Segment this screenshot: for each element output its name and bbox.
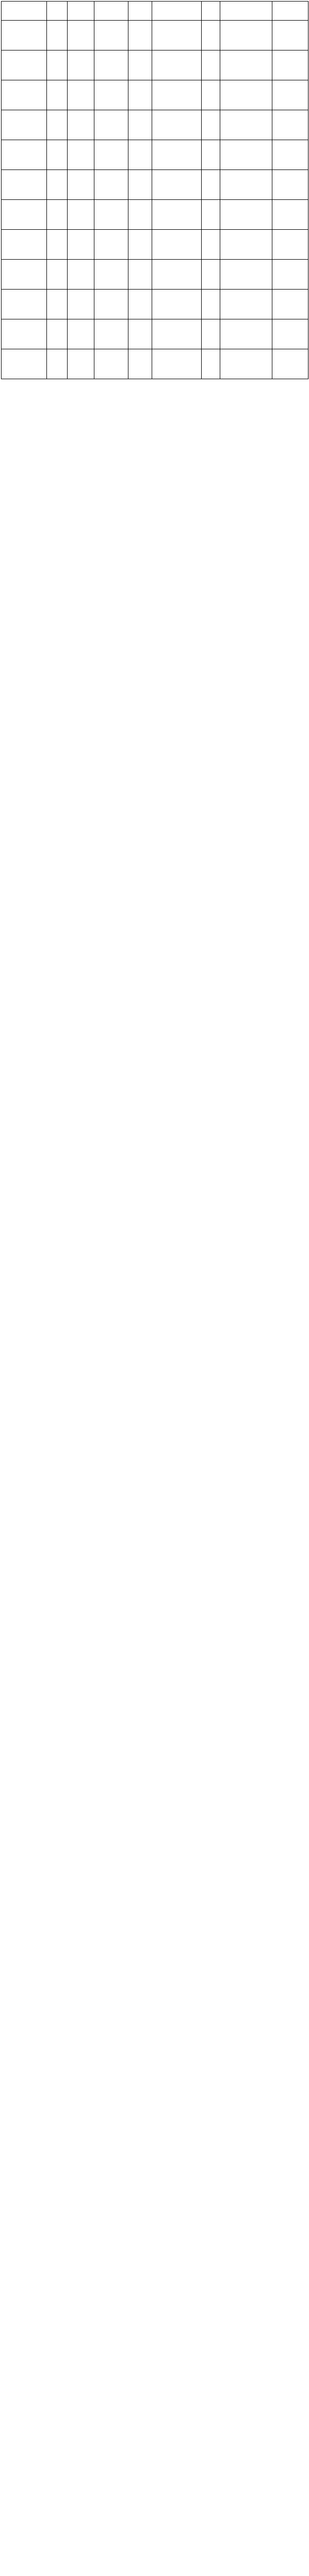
table-cell xyxy=(68,200,94,230)
table-cell xyxy=(220,110,272,140)
table-cell xyxy=(2,21,47,50)
table-cell xyxy=(202,21,220,50)
table-cell xyxy=(47,260,68,290)
table-cell xyxy=(152,21,202,50)
table-cell xyxy=(272,230,308,260)
table-cell xyxy=(272,260,308,290)
table-cell xyxy=(152,290,202,319)
table-cell xyxy=(68,110,94,140)
table-cell xyxy=(220,21,272,50)
table-cell xyxy=(68,50,94,80)
table-cell xyxy=(2,170,47,200)
table-cell xyxy=(68,290,94,319)
table-cell xyxy=(202,80,220,110)
table-cell xyxy=(152,50,202,80)
table-cell xyxy=(272,170,308,200)
table-cell xyxy=(152,319,202,349)
table-cell xyxy=(94,50,128,80)
col-header xyxy=(272,2,308,21)
table-cell xyxy=(220,170,272,200)
table-cell xyxy=(2,319,47,349)
table-cell xyxy=(202,50,220,80)
col-header xyxy=(47,2,68,21)
table-row xyxy=(2,260,308,290)
table-cell xyxy=(2,80,47,110)
table-cell xyxy=(202,230,220,260)
table-cell xyxy=(47,230,68,260)
col-header xyxy=(220,2,272,21)
table-cell xyxy=(68,80,94,110)
table-cell xyxy=(202,290,220,319)
table-cell xyxy=(94,110,128,140)
data-table xyxy=(1,1,308,379)
table-cell xyxy=(94,21,128,50)
table-cell xyxy=(68,260,94,290)
table-cell xyxy=(94,349,128,379)
table-cell xyxy=(47,349,68,379)
table-cell xyxy=(202,260,220,290)
table-cell xyxy=(94,140,128,170)
table-cell xyxy=(152,140,202,170)
table-cell xyxy=(2,349,47,379)
table-cell xyxy=(220,290,272,319)
col-header xyxy=(128,2,152,21)
table-row xyxy=(2,349,308,379)
table-cell xyxy=(272,140,308,170)
table-cell xyxy=(272,319,308,349)
table-cell xyxy=(128,230,152,260)
table-cell xyxy=(94,230,128,260)
table-row xyxy=(2,230,308,260)
col-header xyxy=(152,2,202,21)
table-cell xyxy=(94,319,128,349)
table-cell xyxy=(272,80,308,110)
table-cell xyxy=(68,230,94,260)
table-cell xyxy=(152,80,202,110)
table-cell xyxy=(47,50,68,80)
table-cell xyxy=(220,349,272,379)
table-cell xyxy=(152,110,202,140)
table-cell xyxy=(2,110,47,140)
table-cell xyxy=(128,290,152,319)
col-header xyxy=(94,2,128,21)
table-cell xyxy=(47,200,68,230)
table-cell xyxy=(152,170,202,200)
table-cell xyxy=(220,140,272,170)
table-cell xyxy=(272,50,308,80)
table-row xyxy=(2,21,308,50)
table-cell xyxy=(68,21,94,50)
table-row xyxy=(2,170,308,200)
table-cell xyxy=(152,260,202,290)
table-cell xyxy=(47,319,68,349)
table-cell xyxy=(2,260,47,290)
document-table-container xyxy=(1,1,308,379)
table-cell xyxy=(128,260,152,290)
header-row xyxy=(2,2,308,21)
table-cell xyxy=(202,200,220,230)
table-cell xyxy=(152,349,202,379)
table-cell xyxy=(202,319,220,349)
table-cell xyxy=(47,80,68,110)
table-row xyxy=(2,140,308,170)
table-cell xyxy=(68,140,94,170)
table-cell xyxy=(220,80,272,110)
table-cell xyxy=(272,349,308,379)
table-cell xyxy=(128,170,152,200)
table-cell xyxy=(220,260,272,290)
table-cell xyxy=(152,230,202,260)
table-cell xyxy=(128,110,152,140)
table-cell xyxy=(202,349,220,379)
table-cell xyxy=(2,230,47,260)
table-cell xyxy=(47,170,68,200)
table-cell xyxy=(202,170,220,200)
table-cell xyxy=(2,290,47,319)
table-cell xyxy=(47,110,68,140)
col-header xyxy=(202,2,220,21)
table-cell xyxy=(94,200,128,230)
table-cell xyxy=(128,200,152,230)
col-header xyxy=(68,2,94,21)
table-cell xyxy=(272,200,308,230)
table-body xyxy=(2,21,308,379)
table-cell xyxy=(2,140,47,170)
table-cell xyxy=(68,170,94,200)
table-cell xyxy=(152,200,202,230)
table-row xyxy=(2,50,308,80)
table-cell xyxy=(128,319,152,349)
table-cell xyxy=(272,290,308,319)
table-cell xyxy=(128,80,152,110)
table-cell xyxy=(94,290,128,319)
table-cell xyxy=(94,170,128,200)
table-cell xyxy=(128,140,152,170)
table-cell xyxy=(202,140,220,170)
table-cell xyxy=(68,319,94,349)
table-row xyxy=(2,200,308,230)
table-cell xyxy=(94,260,128,290)
table-row xyxy=(2,110,308,140)
table-row xyxy=(2,80,308,110)
table-cell xyxy=(68,349,94,379)
table-cell xyxy=(272,21,308,50)
table-row xyxy=(2,290,308,319)
table-cell xyxy=(47,290,68,319)
table-cell xyxy=(220,319,272,349)
table-cell xyxy=(220,200,272,230)
table-cell xyxy=(2,50,47,80)
table-cell xyxy=(128,50,152,80)
table-cell xyxy=(220,230,272,260)
table-row xyxy=(2,319,308,349)
col-header xyxy=(2,2,47,21)
table-cell xyxy=(2,200,47,230)
table-cell xyxy=(272,110,308,140)
table-cell xyxy=(128,349,152,379)
table-cell xyxy=(47,21,68,50)
table-cell xyxy=(94,80,128,110)
table-cell xyxy=(220,50,272,80)
table-cell xyxy=(128,21,152,50)
table-cell xyxy=(202,110,220,140)
table-cell xyxy=(47,140,68,170)
